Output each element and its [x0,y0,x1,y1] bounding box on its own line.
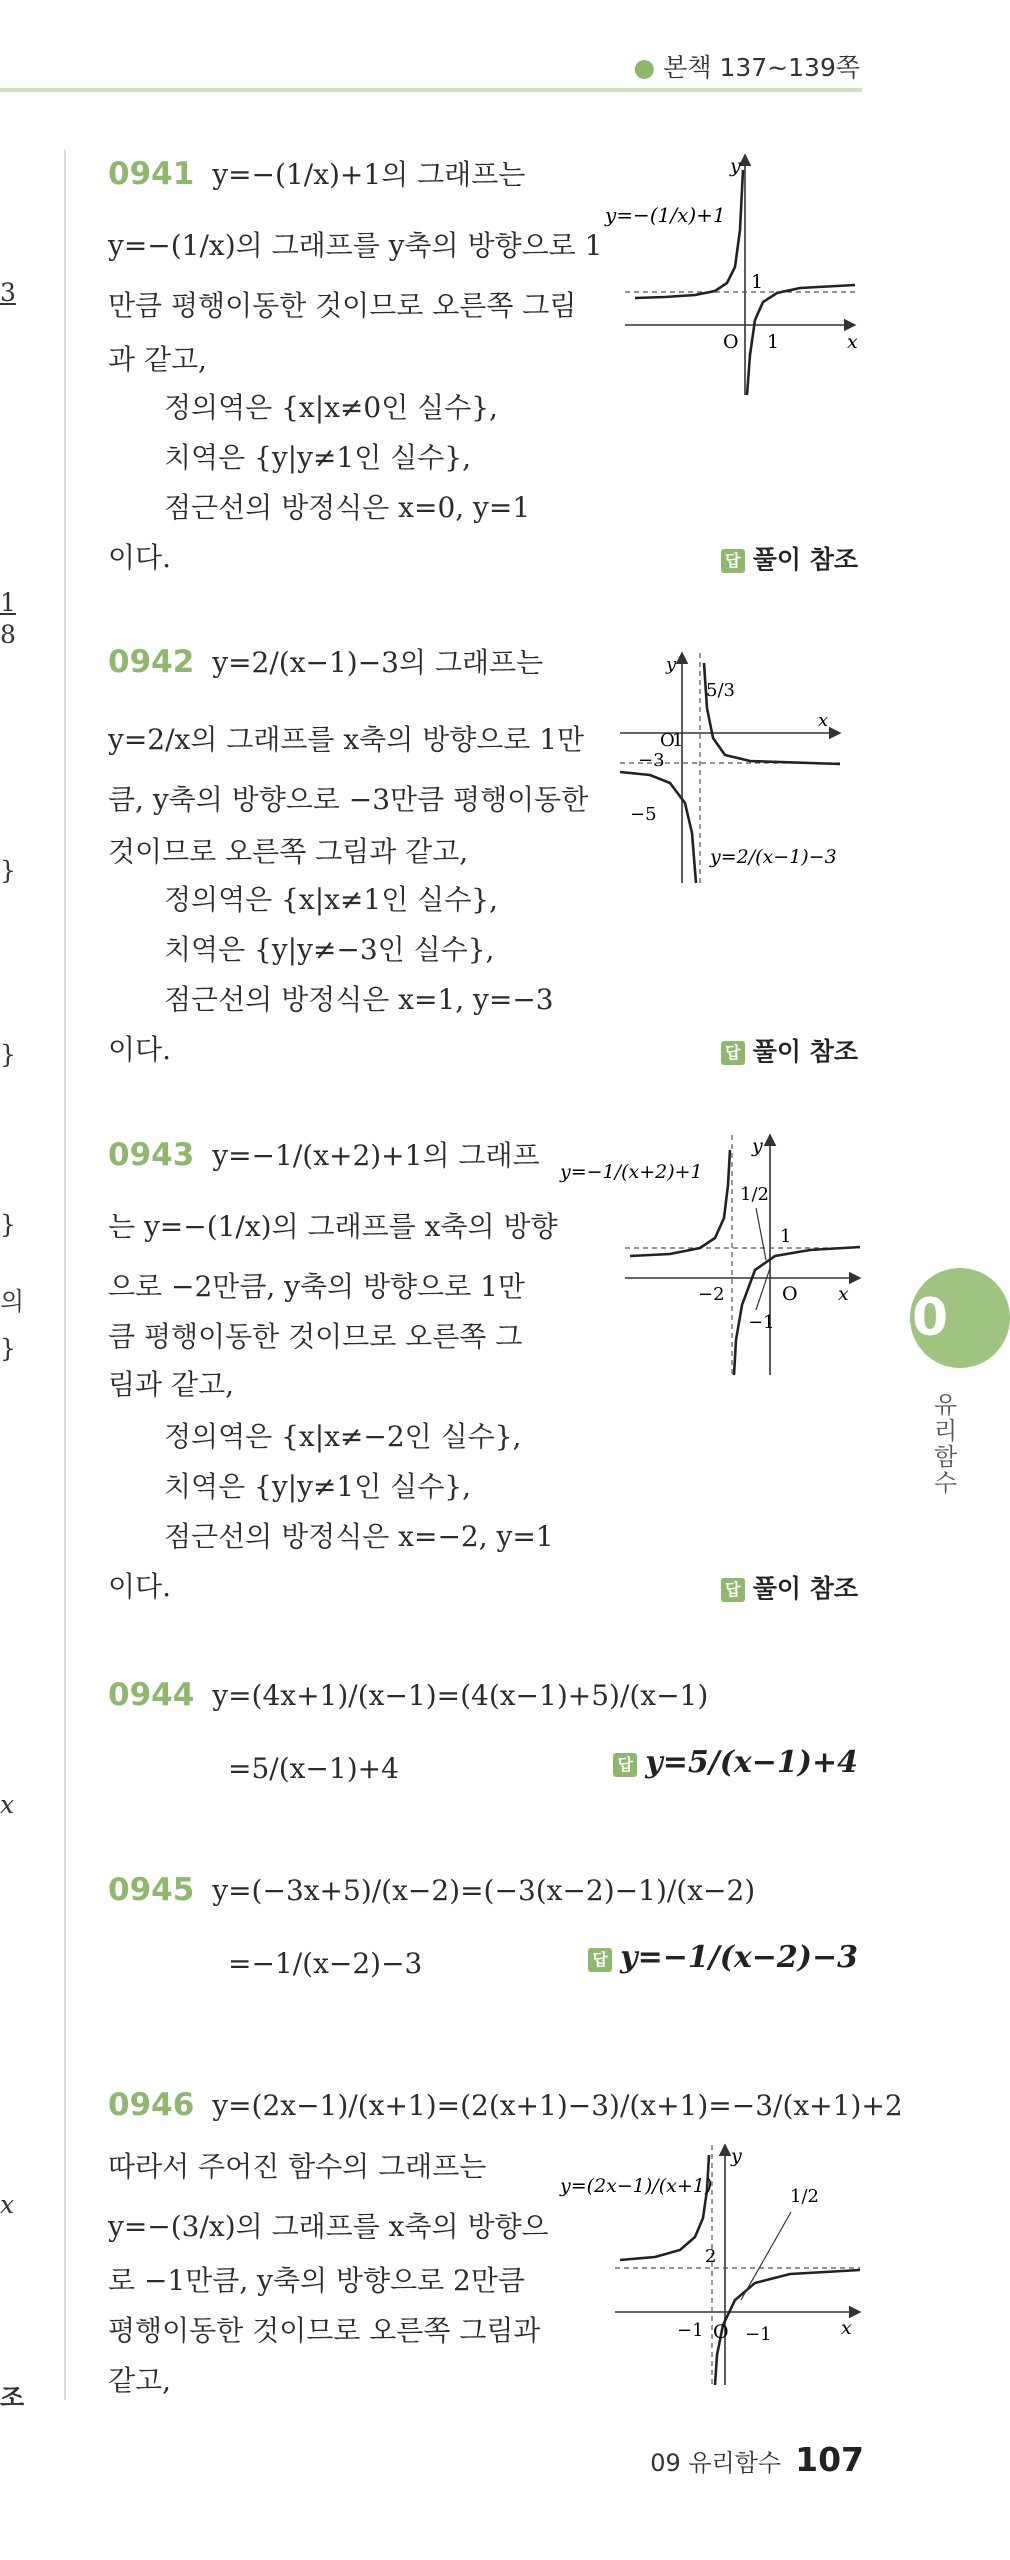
page-reference: ● 본책 137~139쪽 [633,53,860,82]
solution-line: 이다. [108,1033,171,1066]
answer-tag-icon: 답 [721,549,745,573]
graph-equation: y=−1/(x+2)+1 [560,1161,703,1183]
solution-line: 점근선의 방정식은 x=1, y=−3 [164,983,554,1016]
solution-line: 만큼 평행이동한 것이므로 오른쪽 그림 [108,289,577,322]
solution-line: 림과 같고, [108,1368,234,1401]
graph-tick-label: 5/3 [706,680,735,701]
page-footer [650,2440,864,2479]
chapter-tab-title: 유리함수 [934,1391,958,1497]
problem-number: 0946 [108,2087,195,2123]
graph-y-label: y [731,2145,742,2167]
solution-line: 정의역은 {x|x≠1인 실수}, [164,883,498,916]
solution-line: 큼 평행이동한 것이므로 오른쪽 그 [108,1320,523,1353]
graph-y-label: y [666,654,677,675]
answer: 답 풀이 참조 [721,1569,858,1605]
graph-tick-label: 1 [767,331,780,353]
solution-line: =5/(x−1)+4 [228,1752,399,1785]
answer: 답 y=−1/(x−2)−3 [588,1940,858,1975]
problem-0945 [108,1860,858,1980]
bullet-icon: ● [633,53,656,82]
problem-number: 0943 [108,1137,195,1173]
left-fragment: 8 [0,620,16,649]
solution-line: 점근선의 방정식은 x=0, y=1 [164,491,531,524]
left-fragment: x [0,2190,15,2219]
graph-0942 [610,648,870,893]
graph-tick-label: −1 [677,2320,704,2341]
graph-tick-label: 1 [672,730,684,751]
solution-line: 큼, y축의 방향으로 −3만큼 평행이동한 [108,783,589,816]
left-fragment: x [0,1790,15,1819]
graph-origin-label: O [713,2321,729,2343]
solution-line: y=−1/(x+2)+1의 그래프 [212,1139,540,1172]
solution-line: y=−(3/x)의 그래프를 x축의 방향으 [108,2210,549,2243]
graph-tick-label: −2 [698,1284,725,1305]
solution-line: 으로 −2만큼, y축의 방향으로 1만 [108,1270,525,1303]
solution-line: 과 같고, [108,343,207,376]
graph-tick-label: −3 [638,750,665,771]
graph-x-label: x [838,1283,849,1305]
graph-0943 [560,1130,865,1380]
left-fragment: 1 [0,588,16,617]
solution-line: 치역은 {y|y≠1인 실수}, [164,1470,471,1503]
solution-line: y=(4x+1)/(x−1)=(4(x−1)+5)/(x−1) [212,1679,709,1712]
graph-0941 [605,150,865,400]
problem-number: 0941 [108,156,195,192]
solution-line: 치역은 {y|y≠1인 실수}, [164,441,471,474]
solution-line: 점근선의 방정식은 x=−2, y=1 [164,1520,554,1553]
graph-origin-label: O [723,331,739,353]
left-fragment: 조 [0,2383,25,2412]
graph-origin-label: O [782,1283,798,1305]
graph-tick-label: 1/2 [790,2186,819,2207]
solution-line: 같고, [108,2364,171,2397]
solution-line: 정의역은 {x|x≠0인 실수}, [164,391,498,424]
solution-line: y=−(1/x)+1의 그래프는 [212,158,526,191]
solution-line: 로 −1만큼, y축의 방향으로 2만큼 [108,2264,525,2297]
graph-0946 [555,2140,865,2390]
problem-0944 [108,1665,858,1785]
answer: 답 풀이 참조 [721,1032,858,1068]
solution-line: 정의역은 {x|x≠−2인 실수}, [164,1420,522,1453]
graph-origin-label: O [660,730,675,751]
graph-y-label: y [752,1135,763,1157]
left-fragment: } [0,1040,16,1069]
solution-line: 따라서 주어진 함수의 그래프는 [108,2150,487,2183]
left-fragment: 의 [0,1287,25,1316]
graph-equation: y=(2x−1)/(x+1) [560,2175,713,2197]
left-fragment: 3 [0,278,16,307]
problem-number: 0945 [108,1872,195,1908]
graph-y-label: y [730,155,741,177]
graph-tick-label: 1 [780,1226,792,1247]
page-number: 107 [795,2440,864,2479]
graph-tick-label: −5 [630,804,657,825]
graph-tick-label: 1/2 [740,1184,769,1205]
problem-number: 0944 [108,1677,195,1713]
graph-tick-label: 2 [705,2246,717,2267]
graph-x-label: x [818,710,829,731]
solution-line: 이다. [108,541,171,574]
graph-equation: y=2/(x−1)−3 [710,846,837,868]
answer-tag-icon: 답 [721,1041,745,1065]
column-divider [64,150,66,2400]
left-fragment: } [0,856,16,885]
solution-line: y=2/(x−1)−3의 그래프는 [212,646,544,679]
solution-line: 이다. [108,1570,171,1603]
solution-line: 것이므로 오른쪽 그림과 같고, [108,835,469,868]
solution-line: y=2/x의 그래프를 x축의 방향으로 1만 [108,723,585,756]
chapter-tab-number: 0 [912,1288,949,1348]
graph-x-label: x [847,331,858,353]
graph-x-label: x [841,2317,852,2339]
top-rule [0,88,862,92]
chapter-label: 09 유리함수 [650,2449,782,2477]
solution-line: 치역은 {y|y≠−3인 실수}, [164,933,495,966]
answer-tag-icon: 답 [613,1753,637,1777]
problem-number: 0942 [108,644,195,680]
solution-line: 는 y=−(1/x)의 그래프를 x축의 방향 [108,1210,558,1243]
solution-line: y=(−3x+5)/(x−2)=(−3(x−2)−1)/(x−2) [212,1874,756,1907]
solution-line: y=−(1/x)의 그래프를 y축의 방향으로 1 [108,229,603,262]
solution-line: 평행이동한 것이므로 오른쪽 그림과 [108,2314,541,2347]
graph-tick-label: −1 [745,2324,772,2345]
answer: 답 y=5/(x−1)+4 [613,1745,858,1780]
left-fragment: } [0,1210,16,1239]
graph-tick-label: −1 [748,1312,775,1333]
graph-tick-label: 1 [751,271,764,293]
graph-equation: y=−(1/x)+1 [605,203,726,227]
solution-line: y=(2x−1)/(x+1)=(2(x+1)−3)/(x+1)=−3/(x+1)+2 [212,2089,903,2122]
left-fragment: } [0,1334,16,1363]
answer: 답 풀이 참조 [721,540,858,576]
answer-tag-icon: 답 [588,1948,612,1972]
solution-line: =−1/(x−2)−3 [228,1947,423,1980]
answer-tag-icon: 답 [721,1578,745,1602]
